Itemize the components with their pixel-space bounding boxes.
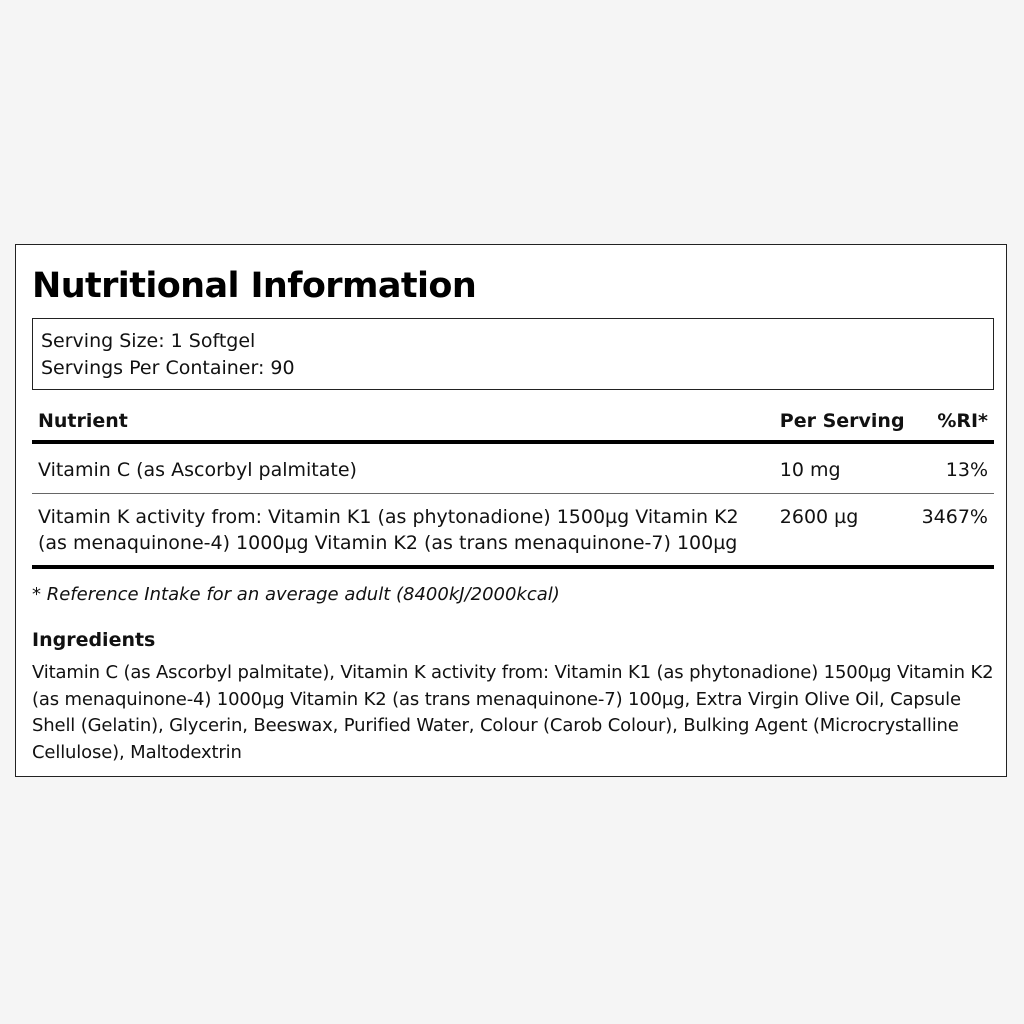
ingredients-text: Vitamin C (as Ascorbyl palmitate), Vitamin K activity from: Vitamin K1 (as phytonadione) 1500µg Vitamin K2 (as menaquinone-4) 1000µg Vitamin K2 (as trans menaquinone-7) 100µg, Extra Virgin Olive Oil, Capsule Shell (Gelatin), Glycerin, Beeswax, Purified Water, Colour (Carob Colour), Bulking Agent (Microcrystalline Cellulose), Maltodextrin (32, 662, 994, 763)
serving-size: Serving Size: 1 Softgel (41, 330, 256, 352)
nutrient-table (32, 402, 994, 569)
nutrient-name: Vitamin C (as Ascorbyl palmitate) (32, 442, 774, 494)
page-title: Nutritional Information (32, 266, 477, 306)
header-nutrient: Nutrient (32, 402, 774, 442)
servings-per-container: Servings Per Container: 90 (41, 357, 295, 379)
ingredients-heading: Ingredients (32, 629, 156, 651)
table-header-row (32, 402, 994, 442)
nutrient-name: Vitamin K activity from: Vitamin K1 (as phytonadione) 1500µg Vitamin K2 (as menaquinone-4) 1000µg Vitamin K2 (as trans menaquinone-7) 100µg (32, 494, 774, 568)
header-per-serving: Per Serving (774, 402, 916, 442)
nutrition-panel (15, 244, 1007, 777)
ri-value: 3467% (916, 494, 994, 568)
table-row (32, 442, 994, 494)
ri-value: 13% (916, 442, 994, 494)
table-row (32, 494, 994, 568)
per-serving-value: 2600 µg (774, 494, 916, 568)
per-serving-value: 10 mg (774, 442, 916, 494)
header-ri: %RI* (916, 402, 994, 442)
reference-intake-footnote: * Reference Intake for an average adult (8400kJ/2000kcal) (32, 584, 560, 605)
serving-info-box (32, 318, 994, 390)
